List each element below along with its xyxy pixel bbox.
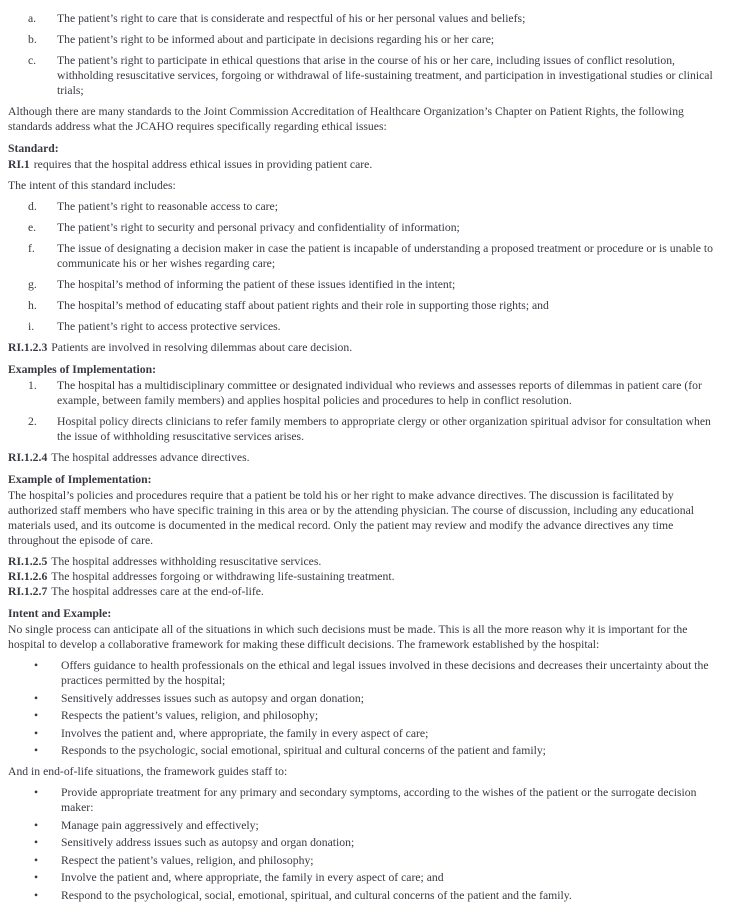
list-item-text: The issue of designating a decision maker in case the patient is incapable of understanding a proposed treatment or procedure or is unable to communicate his or her wishes regarding care; [57, 242, 713, 270]
list-item-text: Sensitively addresses issues such as autopsy and organ donation; [61, 691, 364, 705]
list-item [8, 241, 721, 271]
section-heading: Standard: [8, 142, 59, 155]
list-item-text: The hospital has a multidisciplinary committee or designated individual who reviews and assesses reports of dilemmas in patient care (for example, between family members) and applies hospital policies and procedures to help in conflict resolution. [57, 379, 702, 407]
list-marker: h. [28, 299, 37, 312]
list-item [8, 11, 721, 26]
list-item-text: Responds to the psychologic, social emotional, spiritual and cultural concerns of the patient and family; [61, 744, 546, 757]
bullet-marker: • [34, 853, 39, 867]
paragraph: No single process can anticipate all of the situations in which such decisions must be made. This is all the more reason why it is important for the hospital to develop a collaborative framework for making these difficult decisions. The framework established by the hospital: [8, 623, 688, 651]
list-item-text: Respond to the psychological, social, emotional, spiritual, and cultural concerns of the patient and the family. [61, 888, 572, 902]
standard-line [8, 584, 721, 599]
bullet-marker: • [34, 726, 39, 740]
list-marker: 2. [28, 415, 37, 428]
bullet-marker: • [34, 786, 39, 799]
list-item-text: The patient’s right to security and personal privacy and confidentiality of information; [57, 221, 460, 234]
list-item-text: The hospital’s method of informing the patient of these issues identified in the intent; [57, 278, 456, 291]
list-item [8, 199, 721, 214]
bullet-list-item [8, 785, 721, 815]
standard-line [8, 157, 721, 172]
list-item [8, 298, 721, 313]
standard-code: RI.1.2.4 [8, 451, 48, 464]
list-item-text: The patient’s right to access protective services. [57, 320, 281, 333]
list-item-text: Involves the patient and, where appropriate, the family in every aspect of care; [61, 726, 429, 740]
paragraph: And in end-of-life situations, the framework guides staff to: [8, 765, 288, 778]
standard-text: The hospital addresses advance directives. [51, 451, 250, 464]
list-item [8, 32, 721, 47]
list-item-text: The patient’s right to care that is considerate and respectful of his or her personal values and beliefs; [57, 12, 526, 25]
list-marker: e. [28, 221, 37, 234]
bullet-marker: • [34, 871, 39, 884]
bullet-list-item [8, 726, 721, 741]
bullet-list-item [8, 888, 721, 903]
list-marker: a. [28, 12, 37, 25]
list-marker: d. [28, 200, 37, 213]
list-item-text: Manage pain aggressively and effectively; [61, 818, 259, 832]
list-item-text: Hospital policy directs clinicians to refer family members to appropriate clergy or other organization spiritual advisor for consultation when the issue of withholding resuscitative services arises. [57, 415, 711, 443]
document-body [8, 11, 721, 903]
standard-line [8, 569, 721, 584]
list-item [8, 53, 721, 98]
standard-code: RI.1 [8, 158, 30, 171]
standard-code: RI.1.2.7 [8, 585, 48, 598]
list-marker: b. [28, 33, 37, 46]
bullet-list-item [8, 835, 721, 850]
paragraph: The intent of this standard includes: [8, 179, 176, 192]
bullet-marker: • [34, 836, 39, 849]
bullet-list-item [8, 708, 721, 723]
list-item-text: Respects the patient’s values, religion, and philosophy; [61, 709, 319, 722]
list-item [8, 319, 721, 334]
standard-text: The hospital addresses withholding resuscitative services. [51, 555, 322, 568]
standard-text: The hospital addresses forgoing or withdrawing life-sustaining treatment. [51, 570, 395, 583]
list-marker: i. [28, 320, 35, 333]
list-item-text: The patient’s right to reasonable access to care; [57, 200, 278, 213]
standard-code: RI.1.2.3 [8, 341, 48, 354]
bullet-marker: • [34, 709, 39, 722]
standard-code: RI.1.2.6 [8, 570, 48, 583]
standard-line [8, 340, 721, 355]
bullet-list-item [8, 658, 721, 688]
list-item [8, 414, 721, 444]
bullet-marker: • [34, 659, 39, 672]
standard-text: The hospital addresses care at the end-of-life. [51, 585, 264, 598]
list-item-text: Respect the patient’s values, religion, and philosophy; [61, 853, 314, 867]
list-item-text: Provide appropriate treatment for any primary and secondary symptoms, according to the wishes of the patient or the surrogate decision maker: [61, 786, 697, 814]
list-item-text: Sensitively address issues such as autopsy and organ donation; [61, 836, 355, 849]
bullet-list-item [8, 818, 721, 833]
standard-code: RI.1.2.5 [8, 555, 48, 568]
list-marker: c. [28, 54, 37, 67]
standard-text: requires that the hospital address ethical issues in providing patient care. [33, 158, 373, 171]
list-item-text: The patient’s right to participate in ethical questions that arise in the course of his or her care, including issues of conflict resolution, withholding resuscitative services, forgoing or withdrawal of life-sustaining treatment, and participation in investigational studies or clinical trials; [57, 54, 713, 97]
paragraph: The hospital’s policies and procedures require that a patient be told his or her right to make advance directives. The discussion is facilitated by authorized staff members who have specific training in this area or by the attending physician. The course of discussion, including any educational materials used, and its outcome is documented in the medical record. Only the patient may review and modify the advance directives any time throughout the episode of care. [8, 489, 695, 547]
section-heading: Example of Implementation: [8, 473, 152, 486]
list-marker: g. [28, 278, 37, 291]
bullet-marker: • [34, 818, 39, 832]
standard-text: Patients are involved in resolving dilemmas about care decision. [51, 341, 353, 354]
list-item [8, 378, 721, 408]
list-item-text: The patient’s right to be informed about and participate in decisions regarding his or her care; [57, 33, 495, 46]
bullet-marker: • [34, 888, 39, 902]
bullet-marker: • [34, 744, 39, 757]
list-item-text: Involve the patient and, where appropriate, the family in every aspect of care; and [61, 871, 444, 884]
list-item-text: The hospital’s method of educating staff about patient rights and their role in supporting those rights; and [57, 299, 549, 312]
list-marker: f. [28, 242, 35, 255]
bullet-marker: • [34, 691, 39, 705]
section-heading: Examples of Implementation: [8, 363, 157, 376]
list-item [8, 277, 721, 292]
list-item [8, 220, 721, 235]
bullet-list-item [8, 743, 721, 758]
section-heading: Intent and Example: [8, 607, 112, 620]
bullet-list-item [8, 691, 721, 706]
list-item-text: Offers guidance to health professionals on the ethical and legal issues involved in these decisions and decreases their uncertainty about the practices permitted by the hospital; [61, 659, 709, 687]
bullet-list-item [8, 853, 721, 868]
standard-line [8, 450, 721, 465]
list-marker: 1. [28, 379, 37, 392]
paragraph: Although there are many standards to the Joint Commission Accreditation of Healthcare Organization’s Chapter on Patient Rights, the following standards address what the JCAHO requires specifically regarding ethical issues: [8, 105, 684, 133]
bullet-list-item [8, 870, 721, 885]
standard-line [8, 554, 721, 569]
